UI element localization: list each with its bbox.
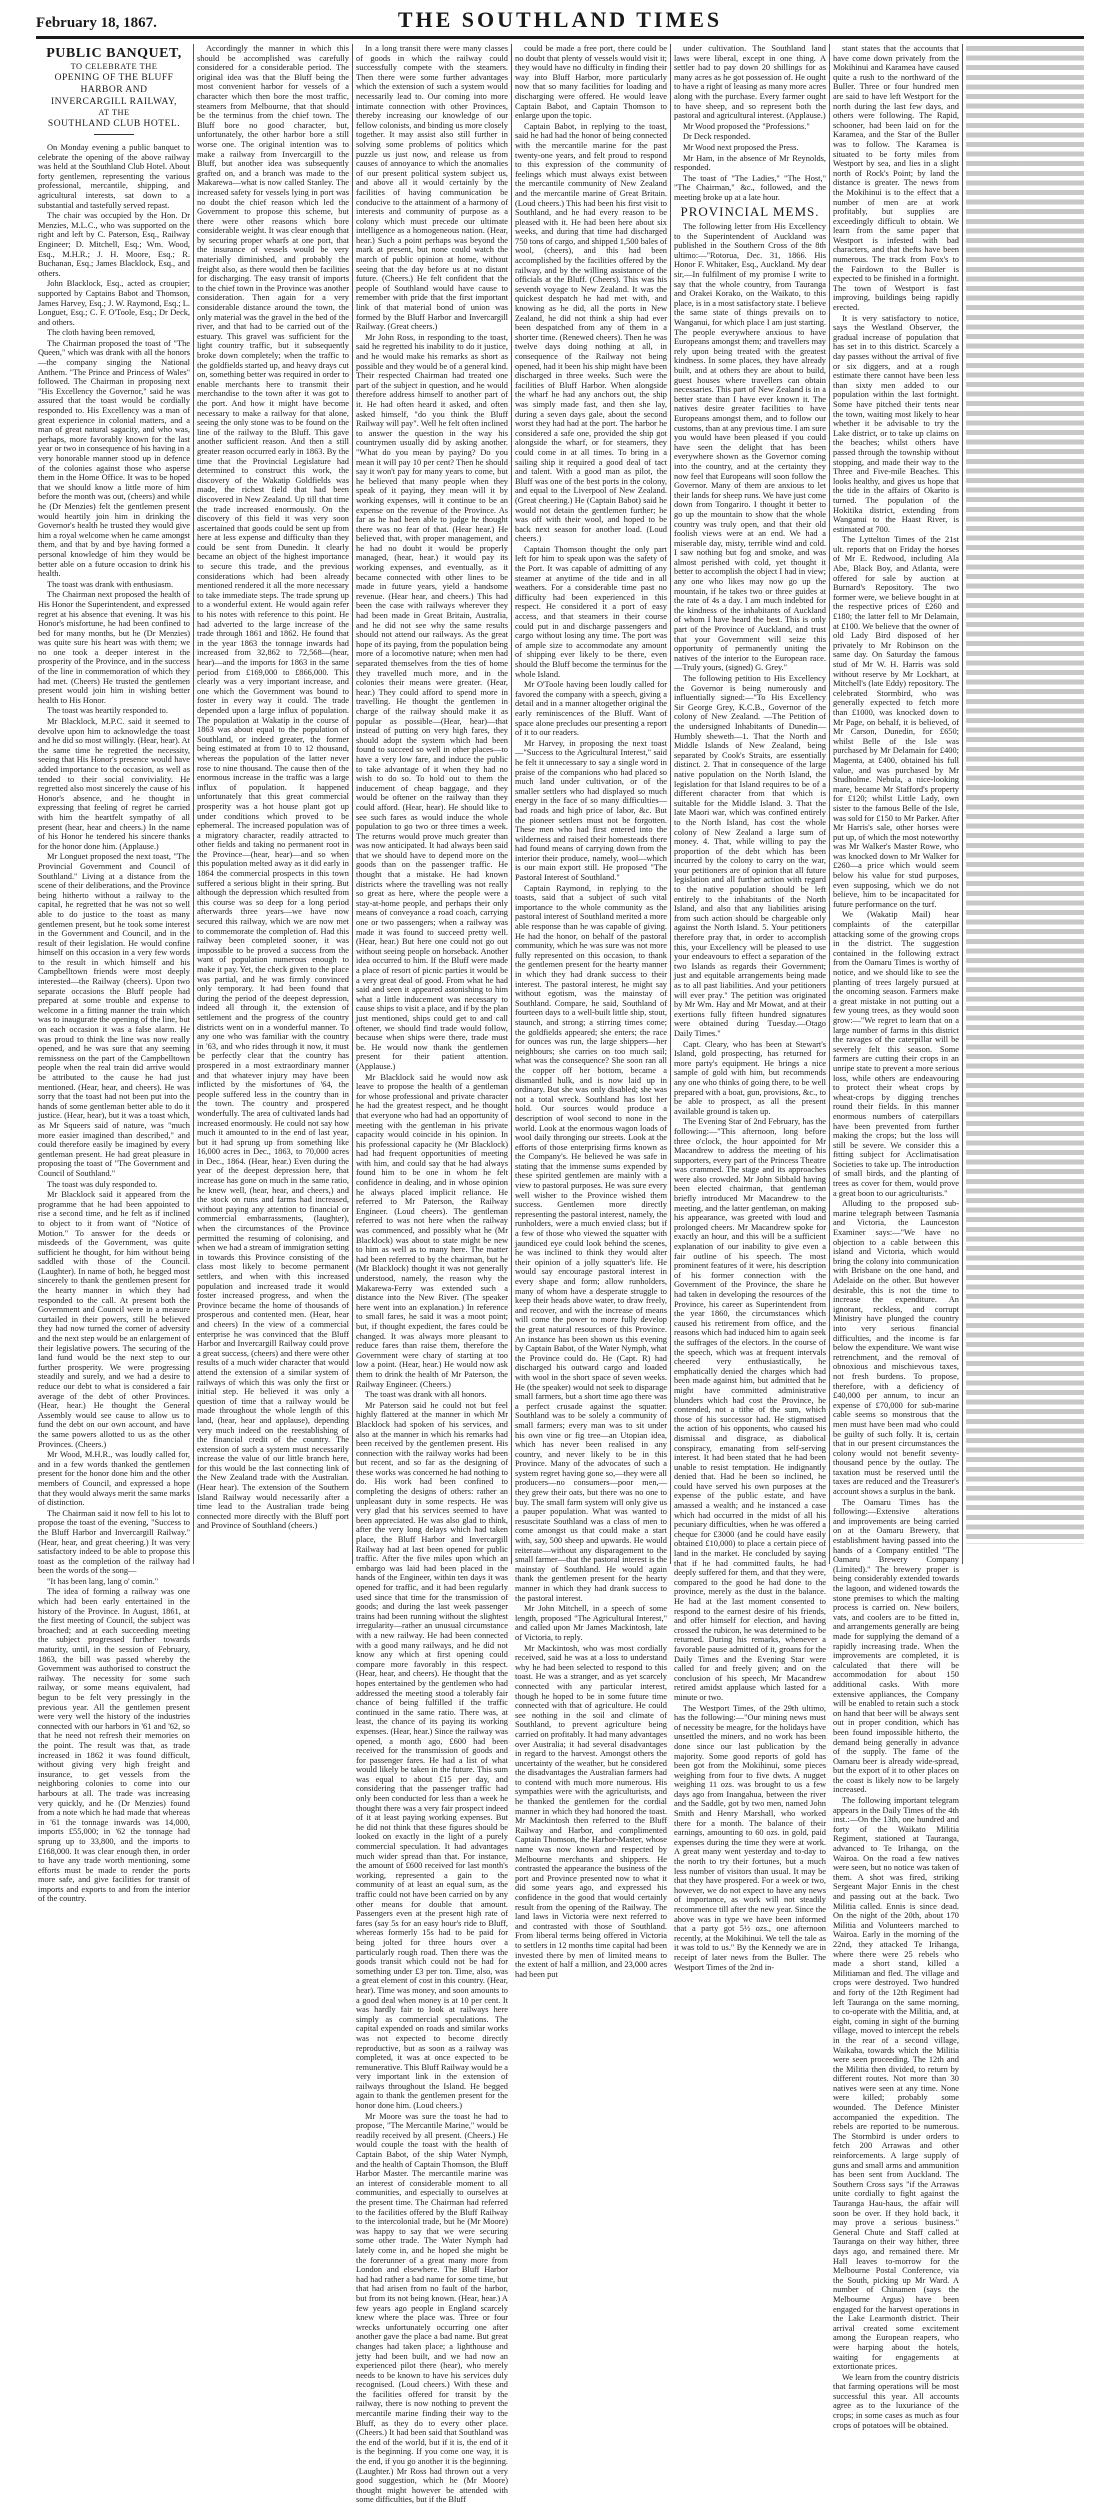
masthead-rule: [36, 38, 1084, 39]
article-paragraph: Alluding to the proposed sub-marine telegraph between Tasmania and Victoria, the Launceston Examiner says:—"We have no objection to a cable between this island and Victoria, which would bring the colony into communication with Brisbane on the one hand, and Adelaide on the other. But however desirable, this is not the time to increase the expenditure. An ignorant, reckless, and corrupt Ministry have plunged the country into very serious financial difficulties, and the income is far below the expenditure. We want wise retrenchment, and the removal of obnoxious and mischievous taxes, not fresh burdens. To propose, therefore, with a deficiency of £40,000 per annum, to incur an expense of £70,000 for sub-marine cable seems so monstrous that the men must have been mad who could be guilty of such folly. It is, certain that in our present circumstances the colony would not benefit seventy-thousand pence by the outlay. The taxation must be reserved until the taxes are reduced and the Treasurer's account shows a surplus in the bank.: [833, 1199, 959, 1497]
provincial-mems-heading: PROVINCIAL MEMS.: [680, 203, 820, 219]
article-paragraph: The toast of "The Ladies," "The Host," "The Chairman," &c., followed, and the meeting broke up at a late hour.: [674, 173, 826, 202]
column-4-body: [515, 44, 667, 1979]
column-6: [833, 44, 959, 2430]
article-paragraph: The cloth having been removed,: [47, 328, 156, 338]
article-paragraph: Mr Wood next proposed the Press.: [683, 142, 799, 152]
article-paragraph: "It has been lang, lang o' comin.": [47, 1576, 159, 1586]
banquet-subtitle-1: TO CELEBRATE THE: [70, 62, 158, 71]
article-paragraph: Mr Moore was sure the toast he had to propose, "The Mercantile Marine," would be readily received by all present. (Cheers.) He would couple the toast with the health of Captain Babot, of the ship Water Nymph, and the health of Captain Thomson, the Bluff Harbor Master. The mercantile marine was an interest of considerable moment to all communities, and especially to ourselves at the present time. The Chairman had referred to the facilities offered by the Bluff Railway to the intercolonial trade, but he (Mr Moore) was happy to say that we were securing some other trade. The Water Nymph had lately come in, and he hoped she might be the forerunner of a great many more from London and elsewhere. The Bluff Harbor had had rather a bad name for some time, but that had arisen from no fault of the harbor, but from its not being known. (Hear, hear.) A few years ago people in England scarcely knew where the place was. Three or four wrecks unfortunately occurring one after another gave the place a bad name. But great changes had taken place; a lighthouse and jetty had been built, and we had now an experienced pilot there (hear), who merely needs to be known to have his services duly recognised. (Loud cheers.) With these and the facilities offered for transit by the railway, there is now nothing to prevent the mercantile marine finding their way to the Bluff, as they do to every other place. (Cheers.) It had been said that Southland was the end of the world, but if it is, the end of it is the beginning. If you come one way, it is the end, if you go another it is the beginning. (Laughter.) Mr Ross had thrown out a very good suggestion, which he (Mr Moore) thought might however be attended with some difficulties, but if the Bluff: [356, 2111, 508, 2505]
headline-rule: [94, 134, 134, 135]
column-7: [966, 44, 1084, 1564]
column-2: [197, 44, 349, 1564]
column-6-body: [833, 44, 959, 2430]
column-1: [38, 44, 190, 1904]
article-paragraph: Capt. Cleary, who has been at Stewart's Island, gold prospecting, has returned for more party's equipment. He brings a nice sample of gold with him, but recommends any one who thinks of going there, to be well prepared with a boat, gun, provisions, &c., to be able to prospect, as all the present available ground is taken up.: [674, 1039, 826, 1116]
column-2-body: [197, 44, 349, 1531]
article-paragraph: It is very satisfactory to notice, says the Westland Observer, the gradual increase of population that has set in to this district. Scarcely a day passes without the arrival of five or six diggers, and at a rough estimate there cannot have been less than sixty men added to our population within the last fortnight. Some have pitched their tents near the town, waiting most likely to hear whether it be advisable to try the Lake district, or to take up claims on the beaches; whilst others have passed through the township without stopping, and made their way to the Three and Five-mile Beaches. This looks healthy, and gives us hope that the tide in the affairs of Okarito is turned. The population of the Hokitika district, extending from Wanganui to the Haast River, is estimated at 700.: [833, 313, 959, 534]
article-paragraph: The following petition to His Excellency the Governor is being numerously and influentially signed:—"To His Excellency Sir George Grey, K.C.B., Governor of the colony of New Zealand. —The Petition of the undersigned Inhabitants of Dunedin—Humbly sheweth—1. That the North and Middle Islands of New Zealand, being separated by Cook's Straits, are essentially distinct. 2. That in consequence of the large native population on the North Island, the legislation for that Island requires to be of a different character from that which is suitable for the Middle Island. 3. That the late Maori war, which was confined entirely to the North Island, has cost the whole colony of New Zealand a large sum of money. 4. That, while willing to pay the proportion of the debt which has been incurred by the colony to carry on the war, your petitioners are of opinion that all future legislation and all further action with regard to the native population should be left entirely to the inhabitants of the North Island, and also that any liabilities arising from such action should be chargeable only against the North Island. 5. Your petitioners therefore pray that, in order to accomplish this, your Excellency will be pleased to use your endeavours to effect a separation of the two Islands as regards their Government; just and equitable arrangements being made as to all past liabilities. And your petitioners will ever pray." The petition was originated by Mr Wm. Hay and Mr Mowat, and at their exertions fully fifteen hundred signatures were obtained during Tuesday.—Otago Daily Times.": [674, 674, 826, 1038]
article-paragraph: Mr Blacklock, M.P.C. said it seemed to devolve upon him to acknowledge the toast and he did so most willingly. (Hear, hear). At the same time he regretted the necessity, seeing that His Honor's presence would have added importance to the occasion, as well as tended to their social conviviality. He regretted also most sincerely the cause of his Honor's absence, and he thought in expressing that feeling of regret he carried with him the heartfelt sympathy of all present (hear, hear and cheers.) In the name of his Honor he tendered his sincere thanks for the honor done him. (Applause.): [38, 717, 190, 851]
column-3: [356, 44, 508, 2505]
article-paragraph: The idea of forming a railway was one which had been early entertained in the history of the Province. In August, 1861, at the first meeting of Council, the subject was broached; and at each succeeding meeting the subject progressed further towards maturity, until, in the session of February, 1863, the bill was passed whereby the Government was authorised to construct the railway. The necessity for some such railway, or some means equivalent, had begun to be felt very pressingly in the previous year. All the gentlemen present were very well the history of the industries connected with our harbors in '61 and '62, so that he need not refresh their memories on the point. The result was that, as trade increased in 1862 it was found difficult, without giving very high freight and insurance, to get vessels from the neighboring colonies to come into our harbours at all. The trade was increasing very quickly, and he (Dr Menzies) found from a note which he had made that whereas in '61 the tonnage inwards was 14,000, imports £55,000; in '62 the tonnage had sprung up to 33,800, and the imports to £168,000. It was clear enough then, in order to have any trade worth mentioning, some efforts must be made to render the ports more safe, and give facilities for transit of imports and exports to and from the interior of the country.: [38, 1587, 190, 1904]
article-paragraph: We learn from the country districts that farming operations will be most successful this year. All accounts agree as to the luxuriance of the crops; in some cases as much as four crops of potatoes will be obtained.: [833, 2372, 959, 2430]
illegible-text-block: [966, 44, 1084, 1544]
banquet-body: [38, 143, 190, 1904]
article-paragraph: The Chairman next proposed the health of His Honor the Superintendent, and expressed regret at his absence that evening. It was his Honor's misfortune, he had been confined to bed for many months, but he (Dr Menzies) was quite sure his heart was with them; we no one took a deeper interest in the prosperity of the Province, and in the success of the line in commemoration of which they had met. (Cheers) He trusted the gentlemen present would join him in wishing better health to His Honor.: [38, 590, 190, 705]
article-paragraph: The Chairman said it now fell to his lot to propose the toast of the evening, "Success to the Bluff Harbor and Invercargill Railway." (Hear, hear, and great cheering.) It was very satisfactory indeed to be able to propose this toast as the completion of the railway had been the words of the song—: [38, 1508, 190, 1576]
article-paragraph: Captain Raymond, in replying to the toasts, said that a subject of such vital importance to the whole community as the pastoral interest of Southland merited a more able response than he was capable of giving. He had the honor, on behalf of the pastoral community, which he was sure was not more fully represented on this occasion, to thank the gentlemen present for the hearty manner in which they had drank success to their interest. The pastoral interest, he might say without egotism, was the mainstay of Southland. Compare, he said, Southland of fourteen days to a well-built little ship, stout, staunch, and strong; a stirring times come; the goldfields appeared; she enters; the race for ounces was run, the large shippers—her neighbours; she carries on too much sail; what was the consequence? She soon ran all the copper off her bottom, became a dismantled hulk, and is now laid up in ordinary. But she was only disabled; she was not a total wreck. Southland has lost her hold. Our sources would produce a description of wool second to none in the world. Look at the enormous wagon loads of wool daily thronging our streets. Look at the efforts of those enterprising firms known as the Company's. He believed he was safe in stating that the immense sums expended by these spirited gentlemen are mainly with a view to pastoral purposes. He was sure every well wisher to the Province wished them success. Gentlemen more directly representing the pastoral interest, namely, the runholders, were a much envied class; but if a few of those who viewed the squatter with jaundiced eye could look behind the scenes, he was inclined to think they would alter their opinion of a jolly squatter's life. He would say encourage pastoral interest in every shape and form; allow runholders, many of whom have a desperate struggle to keep their heads above water, to draw freely, and recover, and with the increase of means will come the power to more fully develop the great natural resources of this Province. An instance has been shown us this evening by Captain Babot, of the Water Nymph, what the Province could do. He (Capt. R) had discharged his outward cargo and loaded with wool in the short space of seven weeks. He (the speaker) would not seek to disparage small farmers, but a short time ago there was a perfect crusade against the squatter. Southland was to be solely a community of small farmers; every man was to sit under his own vine or fig tree—an Utopian idea, which has never been realised in any country, and never likely to be in this Province. Many of the advocates of such a system regret having gone so,—they were all producers—no consumers—poor men,—they grew their oats, but there was no one to buy. The small farm system will only give us a pauper population. What was wanted to resuscitate Southland was a class of men to come amongst us that could make a start with, say, 500 sheep and upwards. He would reiterate—without any disparagement to the small farmer—that the pastoral interest is the mainstay of Southland. He would again thank the gentlemen present for the hearty manner in which they had drank success to the pastoral interest.: [515, 883, 667, 1603]
article-paragraph: Dr Deck responded.: [683, 132, 751, 142]
article-paragraph: Captain Babot, in replying to the toast, said he had had the honor of being connected with the mercantile marine for the past twenty-one years, and felt proud to respond to this expression of the community of feelings which must always exist between the mercantile community of New Zealand and the mercantile marine of Great Britain. (Loud cheers.) This had been his first visit to Southland, and he had every reason to be pleased with it. He had been here about six weeks, and during that time had discharged 750 tons of cargo, and shipped 1,500 bales of wool, (cheers), and this had been accomplished by the facilities offered by the railway, and by the willing assistance of the officials at the Bluff. (Cheers). This was his seventh voyage to New Zealand. It was the quickest despatch he had met with, and knowing as he did, all the ports in New Zealand, he did not think a ship had ever been despatched from any of them in a shorter time. (Renewed cheers). Then he was twelve days doing nothing at all, in consequence of the Railway not being opened, had it been his ship might have been discharged in three weeks. Such were the facilities of Bluff Harbor. When alongside the wharf he had any anchors out, the ship was simply made fast, and then she lay, during a seven days gale, about the second worst they had had at the port. The harbor he considered a safe one, provided the ship got alongside the wharf, or for steamers, they could come in at all times. To bring in a sailing ship it required a good deal of tact and talent. With a good man as pilot, the Bluff was one of the best ports in the colony, and equal to the Liverpool of New Zealand. (Great cheering.) He (Captain Babot) said he would not detain the gentlemen further; he was off with their wool, and hoped to be back next season for another load. (Loud cheers.): [515, 121, 667, 544]
banquet-subtitle-2: OPENING OF THE BLUFF HARBOR AND: [54, 73, 174, 95]
article-paragraph: The chair was occupied by the Hon. Dr Menzies, M.L.C., who was supported on the right and left by C. Paterson, Esq., Railway Engineer; D. Mitchell, Esq.; Wm. Wood, Esq., M.H.R.; J. H. Moore, Esq.; R. Buchanan, Esq.; James Blacklock, Esq., and others.: [38, 211, 190, 278]
article-paragraph: John Blacklock, Esq., acted as croupier; supported by Captains Babot and Thomson, James Harvey, Esq.; J. W. Raymond, Esq.; L. Longuet, Esq.; C. F. O'Toole, Esq.; Dr Deck, and others.: [38, 279, 190, 327]
column-rule: [193, 44, 194, 1564]
column-5-body: [674, 44, 826, 1972]
article-paragraph: could be made a free port, there could be no doubt that plenty of vessels would visit it; they would have no difficulty in finding their way into Bluff Harbor, more particularly now that so many facilities for loading and discharging were offered. He would leave Captain Babot, and Captain Thomson to enlarge upon the topic.: [515, 44, 667, 121]
article-paragraph: Captain Thomson thought the only part left for him to speak upon was the safety of the Port. It was capable of admitting of any steamer at anytime of the tide and in all weathers. For a considerable time past no difficulty had been experienced in this respect. He considered it a port of easy access, and that steamers in their course could put in and discharge passengers and cargo without losing any time. The port was of ample size to accommodate any amount of shipping ever likely to be there, even should the Bluff become the terminus for the whole Island.: [515, 544, 667, 679]
paper-title: THE SOUTHLAND TIMES: [397, 7, 723, 32]
banquet-subtitle-5: SOUTHLAND CLUB HOTEL.: [47, 119, 181, 129]
banquet-headline: [38, 46, 190, 135]
article-paragraph: Mr Blacklock said he would now ask leave to propose the health of a gentleman for whose professional and private character he had the greatest respect, and he thought that everyone who had had an opportunity of meeting with the gentleman in his private capacity would coincide in his opinion. In his professional capacity he (Mr Blacklock) had had frequent opportunities of meeting with him, and could say that he had always found him to be one in whom he felt confidence in dealing, and in whose opinion he always placed implicit reliance. He referred to Mr Paterson, the Railway Engineer. (Loud cheers). The gentleman referred to was not here when the railway was commenced, and possibly what he (Mr Blacklock) was about to state might be new to him as well as to many here. The matter had been referred to by the chairman, but he (Mr Blacklock) thought it was not generally understood, namely, the reason why the Makarewa-Ferry was extended such a distance into the New River. (The speaker here went into an explanation.) In reference to small fares, he said it was a moot point; but, if thought expedient, the fares could be changed. It was always more pleasant to reduce fares than raise them, therefore the Government were chary of starting at too low a point. (Hear, hear.) He would now ask them to drink the health of Mr Paterson, the Railway Engineer. (Cheers.): [356, 1072, 508, 1389]
article-paragraph: Mr Ham, in the absence of Mr Reynolds, responded.: [674, 153, 826, 173]
article-paragraph: under cultivation. The Southland land laws were liberal, except in one thing. A settler had to pay down 20 shillings for as many acres as he got possession of. He ought to have a right of leasing as many more acres along with the purchase. Every farmer ought to have sheep, and so represent both the pastoral and agricultural interest. (Applause.): [674, 44, 826, 121]
article-paragraph: The toast was heartily responded to.: [47, 706, 168, 716]
article-paragraph: Mr Mackintosh, who was most cordially received, said he was at a loss to understand why he had been selected to respond to this toast. He was a stranger, and as yet scarcely connected with any particular interest, though he hoped to be in some future time connected with that of agriculture. He could see nothing in the soil and climate of Southland, to prevent agriculture being carried on profitably. It had many advantages over Australia; it had several disadvantages in regard to the harvest. Amongst others the uncertainty of the weather, but he considered the disadvantages the Australian farmers had to contend with much more numerous. His sympathies were with the agriculturists, and he thanked the gentlemen for the cordial manner in which they had honored the toast. Mr Mackintosh then referred to the Bluff Railway and Harbor, and complimented Captain Thomson, the Harbor-Master, whose name was now known and respected by Melbourne merchants and shippers. He contrasted the appearance the business of the port and Province presented now to what it did some years ago, and expressed his confidence in the good that would certainly result from the opening of the Railway. The land laws in Victoria were next referred to and contrasted with those of Southland. From liberal terms being offered in Victoria to settlers in 12 months time capital had been invested there by men of limited means to the extent of half a million, and 23,000 acres had been put: [515, 1643, 667, 1979]
article-paragraph: The toast was duly responded to.: [47, 1179, 158, 1189]
article-paragraph: The Oamaru Times has the following:—Extensive alterations and improvements are being carried on at the Oamaru Brewery, that establishment having passed into the hands of a Company entitled "The Oamaru Brewery Company (Limited)." The brewery proper is being considerably extended towards the lagoon, and widened towards the stone premises to which the malting process is carried on. New boilers, vats, and coolers are to be fitted in, and arrangements generally are being made for supplying the demand of a rapidly increasing trade. When the improvements are completed, it is calculated that there will be accommodation for about 150 additional casks. With more extensive appliances, the Company will be enabled to retain such a stock on hand that beer will be always sent out in proper condition, which has been found impossible hitherto, the demand being generally in advance of the supply. The fame of the Oamaru beer is already wide-spread, but the export of it to other places on the coast is likely now to be largely increased.: [833, 1497, 959, 1795]
column-4: [515, 44, 667, 1979]
article-paragraph: In a long transit there were many classes of goods in which the railway could successfully compete with the steamers. Then there were some further advantages which the extension of such a system would necessarily lead to. Our coming into more intimate connection with other Provinces, thereby increasing our knowledge of our fellow colonists, and binding us more closely together. It may assist also still further in solving some problems of politics which puzzle us just now, and release us from causes of annoyance to which the anomalies of our present political system subject us, and above all it would certainly by the facilities of having communication be conducive to the attainment of a harmony of interests and community of purpose as a colony which must precede our ultimate intelligence as a homogeneous nation. (Hear, hear.) Such a point perhaps was beyond the mark at present, but none could watch the march of public opinion at home, without seeing that the day before us at no distant future. (Cheers.) He felt confident that the people of Southland would have cause to remember with pride that the first important link of that material bond of union was formed by the Bluff Harbor and Invercargill Railway. (Great cheers.): [356, 44, 508, 332]
article-paragraph: The Westport Times, of the 29th ultimo, has the following:—"Our mining news must of necessity be meagre, for the holidays have unsettled the miners, and no work has been done since our last publication by the majority. Some good reports of gold has been got from the Mokihinui, some pieces weighing from four to five dwts. A nugget weighing 11 ozs. was brought to us a few days ago from Inangahua, between the river and the Saddle, got by two men, named John Smith and Henry Marshall, who worked there for a month. The balance of their earnings, amounting to 60 ozs. in gold, paid expenses during the time they were at work. A great many went yesterday and to-day to the north to try their fortunes, but a much less number of visitors than usual. It may be that they have prospered. For a week or two, however, we do not expect to have any news of importance, as work will not steadily recommence till after the new year. Since the above was in type we have been informed that a party got 5½ ozs., one afternoon recently, at the Mokihinui. We tell the tale as it was told to us." By the Kennedy we are in receipt of later news from the Buller. The Westport Times of the 2nd in-: [674, 1703, 826, 1972]
article-paragraph: On Monday evening a public banquet to celebrate the opening of the above railway was held at the Southland Club Hotel. About forty gentlemen, representing the various professional, mercantile, shipping, and agricultural interests, sat down to a substantial and tastefully served repast.: [38, 143, 190, 210]
article-paragraph: The Lyttelton Times of the 21st ult. reports that on Friday the horses of Mr E. Redwood, including Ala Abe, Black Boy, and Atlanta, were offered for sale by auction at Burnard's Repository. The two former were, we believe bought in at the respective prices of £260 and £180; the latter fell to Mr Delamain, at £100. We believe that the owner of old Lady Bird disposed of her privately to Mr Robinson on the same day. On Saturday the famous stud of Mr W. H. Harris was sold without reserve by Mr Lockhart, at Mitchell's (late Eddy) repository. The celebrated Stormbird, who was generally expected to fetch more than £1000, was knocked down to Mr Page, on behalf, it is believed, of Mr Carson, Dunedin, for £650; whilst Belle of the Isle was purchased by Mr Delamain for £400; Magenta, at £400, obtained his full value, and was purchased by Mr Studholme. Nebula, a nice-looking mare, became Mr Stafford's property for £120; whilst Little Lady, own sister to the famous Belle of the Isle, was sold for £150 to Mr Parker. After Mr Harris's sale, other horses were put up, of which the most noteworthy was Mr Walker's Master Rowe, who was knocked down to Mr Walker for £260—a price which would seem below his value for stud purposes, even supposing, which we do not believe, him to be incapacitated for future performance on the turf.: [833, 535, 959, 909]
column-rule: [829, 44, 830, 1564]
article-paragraph: Mr Wood proposed the "Professions.": [683, 121, 810, 131]
article-paragraph: Mr Longuet proposed the next toast, "The Provincial Government and Council of Southland." Living at a distance from the scene of their deliberations, and the Province being hitherto without a railway to the capital, he regretted that he was not so well able to do justice to the toast as many gentlemen present, but he took some interest in the Government and Council, and in the result of their legislation. He would confine himself on this occasion in a very few words to the result in which himself and his Campbelltown friends were most deeply interested—the Railway (cheers). Upon two separate occasions the Bluff people had prepared at some trouble and expense to welcome in a fitting manner the train which was to inaugurate the opening of the line, but on each occasion it was a false alarm. He was proud to think the line was now really opened, and he was sure that any seeming remissness on the part of the Campbelltown people when the real train did arrive would be attributed to the cause he had just mentioned. (Hear, hear, and cheers). He was sorry that the toast had not been put into the hands of some gentleman better able to do it justice. (Hear, hear), but it was a toast which, as Mr Squeers said of nature, was "much more easier imagined than described," and could therefore easily be imagined by every gentleman present. He had great pleasure in proposing the toast of "The Government and Council of Southland.": [38, 852, 190, 1178]
article-paragraph: Mr Blacklock said it appeared from the programme that he had been appointed to rise a second time, and he felt as if inclined to object to it from want of "Notice of Motion." To answer for the deeds or misdeeds of the Government, was quite sufficient he thought, for him without being saddled with those of the Council. (Laughter). In name of both, he begged most sincerely to thank the gentlemen present for the hearty manner in which they had responded to the call. At present both the Government and Council were in a measure curtailed in their powers, still he believed they had now turned the corner of adversity and the next step would be an enlargement of their legislative powers. The securing of the land fund would be the next step to our further prosperity. We were progressing steadily and surely, and we had a desire to reduce our debt to what is considered a fair average of the debt of other Provinces. (Hear, hear.) He thought the General Assembly would see cause to allow us to fund the debt on our own account, and have the same powers allotted to us as the other Provinces. (Cheers.): [38, 1190, 190, 1449]
article-paragraph: Mr John Ross, in responding to the toast, said he regretted his inability to do it justice, and he would make his remarks as short as possible and they would be of a general kind. Their respected Chairman had treated one part of the subject in question, and he would therefore address himself to another part of it. He had often heard it asked, and often asked himself, "do you think the Bluff Railway will pay". Well he felt often inclined to answer the question in the way his countrymen usually did by asking another. "What do you mean by paying? Do you mean it will pay 10 per cent? Then he should say it won't pay for many years to come, but he believed that many people when they speak of it paying, they mean will it by working expenses, will it continue to be an expense on the revenue of the Province. As far as he had been able to judge he thought there was no fear of that. (Hear hear.) He believed that, with proper management, and he had no doubt it would be properly managed, (hear, hear.) it would pay its working expenses, and eventually, as it became connected with other lines to be made in future years, yield a handsome revenue. (Hear hear, and cheers.) This had been the case with railways wherever they had been made in Great Britain, Australia, and he did not see why the same results should not attend our railways. As the great hope of its paying, from the population being more of a locomotive nature; when men had separated themselves from the ties of home they travelled much more, and in the colonies their means were greater. (Hear, hear.) They could afford to spend more in travelling. He thought the gentlemen in charge of the railway should make it as popular as possible—(Hear, hear)—that instead of putting on very high fares, they should adopt the system which had been found to succeed so well in other places—to have a very low fare, and induce the public to take advantage of it when they had no wish to do so. To hold out to them the inducement of cheap baggage, and they would be oftener on the railway than they could afford. (Hear, hear). He should like to see such fares as would induce the whole population to go two or three times a week. The returns would prove much greater than was now anticipated. It had always been said that we should have to depend more on the goods than on the passenger traffic. He thought that a mistake. He had known districts where the travelling was not really so great as here, where the people were a stay-at-home people, and perhaps their only means of conveyance a road coach, carrying one or two passengers; when a railway was made it was found to succeed pretty well. (Hear, hear.) But here one could not go out without seeing people on horseback. Another idea occurred to him. If the Bluff were made a place of resort of picnic parties it would be a very great deal of good. From what he had said and seen it appeared astonishing to him what a little inducement was necessary to cause ships to visit a place, and if by the plan just mentioned, ships could get to and call oftener, we should find trade would follow, because when ships were there, trade must be. He would now thank the gentlemen present for their patient attention. (Applause.): [356, 332, 508, 1071]
article-paragraph: The following letter from His Excellency to the Superintendent of Auckland was published in the Southern Cross of the 8th ultimo:—"Rotorua, Dec. 31, 1866. His Honor F. Whitaker, Esq., Auckland. My dear sir,—In fulfilment of my promise I write to say that the whole country, from Tauranga and Orakei Korako, on the Waikato, to this place, is in a most satisfactory state. I believe the same state of things prevails on to Wanganui, for which place I am just starting. The people everywhere anxious to have Europeans amongst them; and travellers may rely upon being treated with the greatest kindness. In some places, they have already built, and at others they are about to build, guest houses where travellers can obtain necessaries. This part of New Zealand is in a better state than I have ever known it. The natives desire greater facilities to have Europeans amongst them, and to follow our customs, than at any previous time. I am sure you would have been pleased if you could have seen the delight that has been everywhere shown as the Governor coming into the country, and at the certainty they now feel that Europeans will soon follow the Governor. Many of them are anxious to let their lands for sheep runs. We have just come down from Tongariro. I thought it better to go up the mountain to show that the whole country was truly open, and that their old foolish views were at an end. We had a miserable day, misty, terrible wind and cold. I saw nothing but fog and smoke, and was almost perished with cold, yet thought it better to accomplish the object I had in view; any one who likes may now go up the mountain, if he takes two or three guides at the rate of 4s a day. I am much indebted for the kindness of the inhabitants of Auckland of whom I have heard the best. This is only part of the Province of Auckland, and trust that your Government will seize this opportunity of permanently uniting the natives of the interior to the European race.—Truly yours, (signed) G. Grey.": [674, 222, 826, 673]
article-paragraph: The toast was drank with enthusiasm.: [47, 579, 174, 589]
column-rule: [352, 44, 353, 1564]
article-paragraph: stant states that the accounts that have come down privately from the Mokihinui and Karamea have caused quite a rush to the northward of the Buller. Three or four hundred men are said to have left Westport for the north during the last few days, and others were following. The Rapid, schooner, had been laid on for the Karamea, and the Star of the Buller was to follow. The Karamea is situated to be forty miles from Westport by sea, and lies in a slight north of Rock's Point; by land the distance is greater. The news from the Mokihinui is to the effect that a number of men are at work profitably, but supplies are exceedingly difficult to obtain. We learn from the same paper that Westport is infested with bad characters, and that thefts have been numerous. The track from Fox's to the Fairdown to the Buller is expected to be finished in a fortnight. The town of Westport is fast improving, buildings being rapidly erected.: [833, 44, 959, 313]
column-5: [674, 44, 826, 1972]
article-paragraph: The following important telegram appears in the Daily Times of the 4th inst.:—On the 13th, one hundred and forty of the Waikato Militia Regiment, stationed at Tauranga, advanced to Te Irihanga, on the Wairoa. On the road a few natives were seen, but no notice was taken of them. A shot was fired, striking Sergeant Major Ennis in the chest and passing out at the back. Two Militia called. Ennis is since dead. On the night of the 20th, about 170 Militia and Volunteers marched to Wairoa. Early in the morning of the 22nd, they attacked Te Irihanga, where there were 25 rebels who made a short stand, killed a Militiaman and fled. The village and crops were destroyed. Two hundred and forty of the 12th Regiment had left Tauranga on the same morning, to co-operate with the Militia, and, at eight, coming in sight of the burning village, moved to intercept the rebels in the rear of a second village, Waikaha, towards which the Militia were seen proceeding. The 12th and the Militia then divided, to return by different routes. Not more than 30 natives were seen at any time. None were killed; probably some wounded. The Defence Minister accompanied the expedition. The rebels are reported to be numerous. The Stormbird is under orders to fetch 200 Arrawas and other reinforcements. A large supply of guns and small arms and ammunition has been sent from Auckland. The Southern Cross says "if the Arrawas unite cordially to fight against the Tauranga Hau-haus, the affair will soon be over. If they hold back, it may prove a serious business." General Chute and Staff called at Tauranga on their way hither, three days ago, and remained there. Mr Hall leaves to-morrow for the Melbourne Postal Conference, via the South, picking up Mr Ward. A number of Chinamen (says the Melbourne Argus) have been engaged for the harvest operations in the Lake Learmonth district. Their arrival created some excitement among the European reapers, who were harping about the hotels, waiting for engagements at extortionate prices.: [833, 1796, 959, 2372]
article-paragraph: Mr John Mitchell, in a speech of some length, proposed "The Agricultural Interest," and called upon Mr James Mackintosh, late of Victoria, to reply.: [515, 1604, 667, 1642]
banquet-subtitle-4: AT THE: [98, 108, 130, 117]
issue-date: February 18, 1867.: [36, 15, 157, 31]
article-paragraph: Mr O'Toole having been loudly called for favored the company with a speech, giving a detail and in a manner altogether original the early reminiscences of the Bluff. Want of space alone precludes our presenting a report of it to our readers.: [515, 680, 667, 738]
article-paragraph: Mr Harvey, in proposing the next toast—"Success to the Agricultural Interest," said he felt it unnecessary to say a single word in praise of the companions who had placed so much land under cultivation, or of the smaller settlers who had displayed so much energy in the face of so many difficulties—bad roads and high price of labor, &c. But the pioneer settlers must not be forgotten. These men who had first entered into the wilderness and raised their homesteads there had found means of carrying down from the interior their produce, namely, wool—which is our main export still. He proposed "The Pastoral Interest of Southland.": [515, 738, 667, 883]
article-paragraph: The Evening Star of 2nd February, has the following:—"This afternoon, long before three o'clock, the hour appointed for Mr Macandrew to address the meeting of his supporters, every part of the Princess Theatre was crammed. The stage and its approaches were also crowded. Mr John Sibbald having been elected chairman, that gentleman briefly introduced Mr Macandrew to the meeting, and the latter gentleman, on making his appearance, was greeted with loud and prolonged cheers. Mr Macandrew spoke for exactly an hour, and this will be a sufficient explanation of our inability to give even a fair outline of his speech. The most prominent features of it were, his description of his former connection with the Government of the Province, the share he had taken in developing the resources of the Province, his career as Superintendent from the year 1860, the circumstances which caused his retirement from office, and the reasons which had induced him to again seek the suffrages of the electors. In the course of the speech, which was at frequent intervals cheered very enthusiastically, he emphatically denied the charges which had been made against him, but admitted that he might have committed administrative blunders which had cost the Province, he contended, not a tithe of the sum, which those of his successor had. He stigmatised the action of his opponents, who caused his dismissal and disgrace, as diabolical conspiracy, emanating from self-serving interest. It had been stated that he had been unable to resist temptation. He indignantly denied that. Had he been so inclined, he could have served his own purposes at the expense of the public estate, and have amassed a wealth; and he instanced a case which had occurred in the midst of all his pecuniary difficulties, when he was offered a cheque for £3000 (and he could have easily obtained £10,000) to place a certain piece of land in the market. He concluded by saying that if he had committed faults, he had deeply suffered for them, and that they were, compared to the good he had done to the province, merely as the dust in the balance. He had at the last moment consented to respond to the earnest desire of his friends, and offer himself for election, and having crossed the rubicon, he was determined to be returned. During his remarks, whenever a favorable pause admitted of it, groans for the Daily Times and the Evening Star were called for and freely given; and on the conclusion of his speech, Mr Macandrew retired amidst applause which lasted for a minute or two.: [674, 1117, 826, 1702]
article-paragraph: The toast was drank with all honors.: [365, 1390, 487, 1400]
column-3-body: [356, 44, 508, 2505]
banquet-subtitle-3: INVERCARGILL RAILWAY,: [50, 97, 178, 107]
article-paragraph: Accordingly the manner in which this should be accomplished was carefully considered for a considerable period. The original idea was that the Bluff being the most convenient harbor for vessels of a character which then bore the most traffic, steamers from Melbourne, that that should be the terminus from the chief town. The Bluff bore no good character, but, unfortunately, the other harbor bore a still worse one. The original intention was to make a railway from Invercargill to the Bluff, but another idea was subsequently grafted on, and a branch was made to the Makarewa—what is now called Stanley. The increased safety for vessels lying in port was no doubt the chief reason which led the Government to propose this scheme, but there were other reasons which bore considerable weight. It was clear enough that by securing proper wharfs at one port, that the insurance of vessels would be very materially diminished, and probably the freight also, as there would then be facilities for discharging. The easy transit of imports to the chief town in the Province was another consideration. Then again for a very considerable distance around the town, the only material was the gravel in the bed of the river, and that had to be carried out of the estuary. This gravel was sufficient for the light country traffic, but it subsequently broke down completely; when the traffic to the goldfields started up, and heavy drays cut on, something better was required in order to enable merchants here to transmit their merchandise to the town after it was got to the port. And how it might have become necessary to make a railway for that alone, seeing the only stone was to be found on the line of the railway to the Bluff. This gave another sufficient reason. And then a still greater reason occurred early in 1863. By the time that the Provincial Legislature had determined to construct this work, the discovery of the Wakatip Goldfields was made, the richest field that had been discovered in New Zealand. Up till that time the trade increased enormously. On the discovery of this field it was very soon ascertained that goods could be sent up from here at less expense and difficulty than they could be sent from Dunedin. It clearly became an object of the highest importance to secure this trade, and the previous considerations which had been already mentioned rendered it all the more necessary to take immediate steps. The trade sprung up to a wonderful extent. He would again refer to his notes with reference to this point. He had adverted to the large increase of the trade through 1861 and 1862. He found that in the year 1863 the tonnage inwards had increased from 32,862 to 72,568—(hear, hear)—and the imports for 1863 in the same period from £169,000 to £866,000. This clearly was a very important increase, and one which the Government was bound to foster in every way it could. The trade depended upon a large influx of population. The population at Wakatip in the course of 1863 was about equal to the population of Southland, or indeed greater, the former being estimated at from 10 to 12 thousand, whereas the population of the latter never rose to nine thousand. The cause then of the enormous increase in the traffic was a large influx of population. It happened unfortunately that this great commercial prosperity was a hot house plant got up under conditions which proved to be ephemeral. The increased population was of a migratory character, readily attracted to other fields and taking no permanent root in the Province—(hear, hear)—and so when this population melted away as it did early in 1864 the commercial prospects in this town suffered a serious blight in their spring. But although the depression which resulted from this course was so deep for a long period afterwards three years—we have now secured this railway, which we are now met to commemorate the completion of. Had this railway been completed sooner, it was impossible to be proved a success from the want of population numerous enough to make it pay. Yet, the check given to the place was partial, and he was firmly convinced only temporary. It had been found that during the period of the deepest depression, indeed all through it, the extension of settlement and the progress of the country districts went on in a wonderful manner. To any one who was familiar with the country in '63, and who rides through it now, it must be perfectly clear that the country has prospered in a most extraordinary manner and that whatever injury may have been inflicted by the misfortunes of '64, the people suffered less in the country than in the town. The country and prospered wonderfully. The area of cultivated lands had increased enormously. He could not say how much it amounted to in the end of last year, but it had sprung up from something like 16,000 acres in Dec., 1863, to 70,000 acres in Dec., 1864. (Hear, hear.) Even during the year of the deepest depression here, that increase has gone on much in the same ratio, he knew well, (hear, hear, and cheers,) and the stock on runs and farms had increased, without paying any attention to financial or commercial embarrassments, (laughter), when the circumstances of the Province permitted the resuming of colonising, and when we had a stream of immigration setting in towards this Province consisting of the class most likely to become permanent settlers, and when with this increased population and increased trade it would foster increased progress, and when the Province became the home of thousands of prosperous and contented men. (Hear, hear and cheers) In the view of a commercial enterprise he was convinced that the Bluff Harbor and Invercargill Railway could prove a great success, (cheers) and there were other results of a much wider character that would attend the extension of a similar system of railways of which this was only the first or initial step. He believed it was only a question of time that a railway would be made throughout the whole length of this land, (hear, hear and applause), depending very much indeed on the reestablishing of the financial credit of the country. The extension of such a system must necessarily increase the value of our little branch here, for this would be the last connecting link of the New Zealand trade with the Australian. (Hear hear). The extension of the Southern Island Railway would necessarily after a time lead to the Australian trade being connected more directly with the Bluff port and Province of Southland (cheers.): [197, 44, 349, 1531]
article-paragraph: The Chairman proposed the toast of "The Queen," which was drank with all the honors—the company singing the National Anthem. "The Prince and Princess of Wales" followed. The Chairman in proposing next "His Excellency the Governor," said he was assured that the toast would be cordially responded to. His Excellency was a man of great experience in colonial matters, and a man of great natural sagacity, and who was, perhaps, more favorably known for the last year or two in consequence of his having in a very honorable manner stood up in defence of the colonies against those who asperse them in the Home Office. It was to be hoped that we should know a little more of him before the month was out, (cheers) and while he (Dr Menzies) felt the gentlemen present would heartily join him in drinking the Governor's health he trusted they would give him a royal welcome when he came amongst them, and that by and bye having formed a personal knowledge of him they would be better able on a future occasion to drink his health.: [38, 338, 190, 579]
column-rule: [511, 44, 512, 1564]
column-rule: [670, 44, 671, 1564]
column-rule: [962, 44, 963, 1564]
article-paragraph: Mr Wood, M.H.R., was loudly called for, and in a few words thanked the gentlemen present for the honor done him and the other members of Council, and expressed a hope that they would always merit the same marks of distinction.: [38, 1450, 190, 1508]
article-paragraph: We (Wakatip Mail) hear complaints of the caterpillar attacking some of the growing crops in the district. The suggestion contained in the following extract from the Oamaru Times is worthy of notice, and we should like to see the planting of trees largely pursued at the oncoming season. Farmers make a great mistake in not putting out a few young trees, as they would soon grow:—"We regret to learn that on a large number of farms in this district the ravages of the caterpillar will be severely felt this season. Some farmers are cutting their crops in an unripe state to prevent a more serious loss, while others are endeavouring to protect their wheat crops by wheat-crops by digging trenches round their fields. In this manner enormous numbers of caterpillars have been prevented from further making the crops; but the loss will still be severe. We consider this a fitting subject for Acclimatisation Societies to take up. The introduction of small birds, and the planting of trees as cover for them, would prove a great boon to our agriculturists.": [833, 910, 959, 1198]
banquet-title: PUBLIC BANQUET,: [46, 46, 182, 61]
article-paragraph: Mr Paterson said he could not but feel highly flattered at the manner in which Mr Blacklock had spoken of his services, and also at the manner in which his remarks had been received by the gentlemen present. His connection with the railway works had been but recent, and so far as the designing of these works was concerned he had nothing to do. His work had been confined to completing the designs of others: rather an unpleasant duty in some respects. He was very glad that his services seemed to have been appreciated. He was also glad to think, after the very long delays which had taken place, the Bluff Harbor and Invercargill Railway had at last been opened for public traffic. After the five miles upon which an embargo was laid had been placed in the hands of the Engineer, within ten days it was opened for traffic, and it had been regularly used since that time for the transmission of goods; and during the last week passenger trains had been running without the slightest irregularity—rather an unusual circumstance with a new railway. He had been connected with a good many railways, and he did not know any which at first opening could compare more favorably in this respect. (Hear, hear, and cheers). He thought that the hopes entertained by the gentlemen who had addressed the meeting stood a tolerably fair chance of being fulfilled if the traffic continued in the same ratio. There was, at least, the chance of its paying its working expenses. (Hear, hear.) Since the railway was opened, a month ago, £600 had been received for the transmission of goods and for passenger fares. He had a list of what would likely be taken in the future. This sum was equal to about £15 per day, and considering that the passenger traffic had only been conducted for less than a week he thought there was a very fair prospect indeed of it at least paying working expenses. But he did not think that these figures should be looked on exactly in the light of a purely commercial speculation. It had advantages much wider spread than that. For instance, the amount of £600 received for last month's working, represented a gain to the community of at least an equal sum, as the traffic could not have been carried on by any other means for double that amount. Passengers even at the present high rate of fares (say 5s for an easy hour's ride to Bluff, whereas formerly 15s had to be paid for being jolted for three hours over a particularly rough road. Then there was the goods transit which could not be had for something under £3 per ton. Time, also, was a great element of cost in this country. (Hear, hear). Time was money, and soon amounts to a good deal when money is at 10 per cent. It was hardly fair to look at railways here simply as commercial speculations. The capital expended on roads and similar works was not expected to become directly reproductive, but as soon as a railway was completed, it was at once expected to be remunerative. This Bluff Railway would be a very important link in the extension of railways throughout the Island. He begged again to thank the gentlemen present for the honor done him. (Loud cheers.): [356, 1400, 508, 2111]
masthead: [36, 6, 1084, 38]
